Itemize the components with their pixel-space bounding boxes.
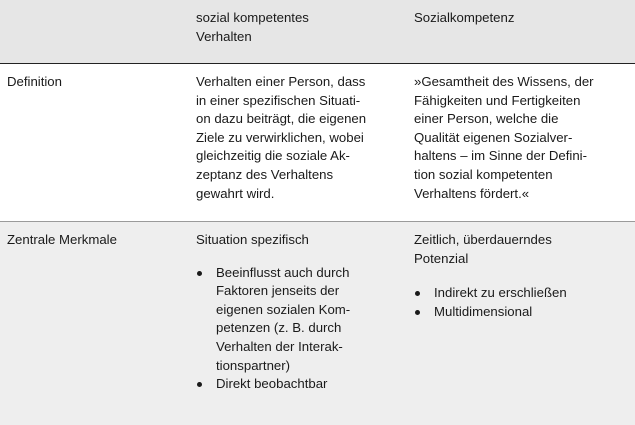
definition-col3-line: haltens – im Sinne der Defini- <box>414 148 587 164</box>
header-col-sozial-kompetentes-verhalten <box>196 9 406 46</box>
bullet-item <box>196 375 406 394</box>
definition-col3-line: Fähigkeiten und Fertigkeiten <box>414 92 581 108</box>
merkmale-col2-bullet-list <box>196 264 406 394</box>
definition-col2-cell <box>196 73 406 203</box>
bullet-line: Direkt beobachtbar <box>216 376 328 392</box>
bullet-item <box>414 284 629 303</box>
merkmale-col2-cell <box>196 231 406 394</box>
definition-col3-line: Qualität eigenen Sozialver- <box>414 129 573 145</box>
merkmale-col3-intro-line: Potenzial <box>414 250 469 266</box>
definition-col2-line: gleichzeitig die soziale Ak- <box>196 148 350 164</box>
bullet-line: Beeinflusst auch durch <box>216 264 350 280</box>
row-label-zentrale-merkmale <box>7 231 182 250</box>
bullet-line: Indirekt zu erschließen <box>434 285 567 301</box>
header-col-sozialkompetenz <box>414 9 629 28</box>
header-col2-line: sozial kompetentes <box>196 10 309 25</box>
bullet-item <box>196 264 406 376</box>
row-label-definition <box>7 73 182 92</box>
bullet-line: tionspartner) <box>216 357 291 373</box>
definition-col3-cell <box>414 73 629 203</box>
definition-col2-line: gewahrt wird. <box>196 185 275 201</box>
definition-col3-line: »Gesamtheit des Wissens, der <box>414 74 594 89</box>
bullet-line: Faktoren jenseits der <box>216 283 340 299</box>
definition-col3-line: tion sozial kompetenten <box>414 166 553 182</box>
row-label-text: Definition <box>7 74 62 89</box>
definition-col2-line: Verhalten einer Person, dass <box>196 74 366 89</box>
header-col2-line: Verhalten <box>196 28 252 44</box>
table-row-zentrale-merkmale <box>0 222 635 425</box>
merkmale-col3-intro-line: Zeitlich, überdauerndes <box>414 232 552 247</box>
row-label-text: Zentrale Merkmale <box>7 232 117 247</box>
definition-col3-line: einer Person, welche die <box>414 111 559 127</box>
definition-col2-line: Ziele zu verwirklichen, wobei <box>196 129 364 145</box>
table-row-definition <box>0 64 635 222</box>
definition-col2-line: in einer spezifischen Situati- <box>196 92 361 108</box>
merkmale-col3-cell <box>414 231 629 321</box>
bullet-line: eigenen sozialen Kom- <box>216 301 351 317</box>
definition-col2-line: zeptanz des Verhaltens <box>196 166 334 182</box>
bullet-line: petenzen (z. B. durch <box>216 320 342 336</box>
bullet-item <box>414 303 629 322</box>
merkmale-col3-bullet-list <box>414 284 629 321</box>
merkmale-col2-intro: Situation spezifisch <box>196 232 309 247</box>
table-header-row <box>0 0 635 64</box>
bullet-line: Verhalten der Interak- <box>216 338 343 354</box>
header-col3-text: Sozialkompetenz <box>414 10 515 25</box>
definition-col3-line: Verhaltens fördert.« <box>414 185 530 201</box>
definition-col2-line: on dazu beiträgt, die eigenen <box>196 111 367 127</box>
bullet-line: Multidimensional <box>434 303 533 319</box>
